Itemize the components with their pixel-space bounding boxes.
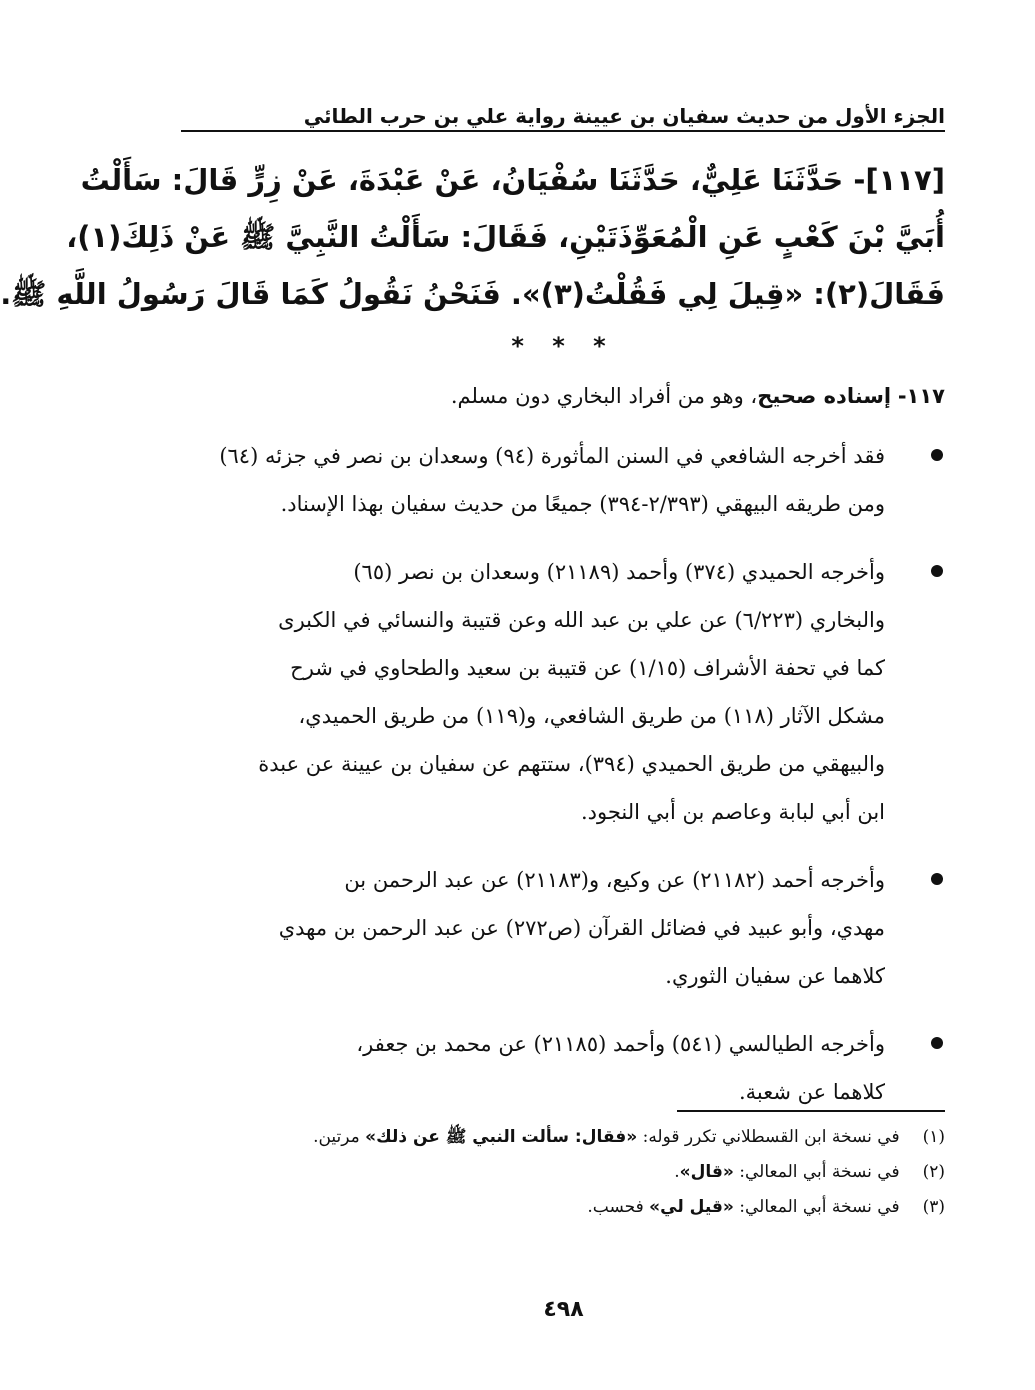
list-item-line: وأخرجه الحميدي (٣٧٤) وأحمد (٢١١٨٩) وسعدان بن نصر (٦٥) <box>353 560 885 584</box>
list-item-line: مهدي، وأبو عبيد في فضائل القرآن (ص٢٧٢) عن عبد الرحمن بن مهدي <box>278 916 885 940</box>
footnote-number: (١) <box>922 1127 945 1147</box>
list-item-line: فقد أخرجه الشافعي في السنن المأثورة (٩٤) وسعدان بن نصر في جزئه (٦٤) <box>219 444 885 468</box>
bullet-icon <box>931 449 943 461</box>
header-rule <box>181 130 945 132</box>
footnote-number: (٣) <box>922 1197 945 1217</box>
list-item-line: كلاهما عن سفيان الثوري. <box>665 964 885 988</box>
footnote-number: (٢) <box>922 1162 945 1182</box>
list-item <box>181 432 945 528</box>
list-item-line: مشكل الآثار (١١٨) من طريق الشافعي، و(١١٩) من طريق الحميدي، <box>298 704 885 728</box>
footnote-rule <box>677 1110 945 1112</box>
grade-number: ١١٧- <box>897 384 945 408</box>
list-item-line: والبيهقي من طريق الحميدي (٣٩٤)، ستتهم عن سفيان بن عيينة عن عبدة <box>258 752 885 776</box>
footnote-text: في نسخة ابن القسطلاني تكرر قوله: <box>637 1127 900 1147</box>
hadith-line: فَقَالَ(٢): «قِيلَ لِي فَقُلْتُ(٣)». فَنَحْنُ نَقُولُ كَمَا قَالَ رَسُولُ اللَّهِ ﷺ. <box>0 277 945 311</box>
grade-rest: ، وهو من أفراد البخاري دون مسلم. <box>450 384 758 408</box>
page-number: ٤٩٨ <box>543 1297 584 1322</box>
footnote-text: في نسخة أبي المعالي: <box>733 1162 900 1182</box>
footnote <box>181 1120 945 1155</box>
footnote-text: في نسخة أبي المعالي: <box>733 1197 900 1217</box>
running-header: الجزء الأول من حديث سفيان بن عيينة رواية علي بن حرب الطائي <box>303 104 945 128</box>
footnotes <box>181 1120 945 1225</box>
list-item <box>181 856 945 1000</box>
list-item-line: ابن أبي لبابة وعاصم بن أبي النجود. <box>580 800 885 824</box>
section-separator: * * * <box>511 332 616 360</box>
footnote-text: فحسب. <box>587 1197 650 1217</box>
footnote-quote: «فقال: سألت النبي ﷺ عن ذلك» <box>365 1127 638 1147</box>
bullet-icon <box>931 873 943 885</box>
list-item-line: والبخاري (٦/٢٢٣) عن علي بن عبد الله وعن قتيبة والنسائي في الكبرى <box>278 608 885 632</box>
list-item-line: كما في تحفة الأشراف (١/١٥) عن قتيبة بن سعيد والطحاوي في شرح <box>290 656 885 680</box>
bullet-icon <box>931 565 943 577</box>
footnote-text: . <box>674 1162 680 1182</box>
bullet-icon <box>931 1037 943 1049</box>
list-item-line: ومن طريقه البيهقي (٢/٣٩٣-٣٩٤) جميعًا من حديث سفيان بهذا الإسناد. <box>280 492 885 516</box>
hadith-text <box>0 152 945 323</box>
list-item <box>181 1020 945 1116</box>
grade-verdict: إسناده صحيح <box>757 384 892 408</box>
list-item-line: كلاهما عن شعبة. <box>738 1080 885 1104</box>
hadith-line: أُبَيَّ بْنَ كَعْبٍ عَنِ الْمُعَوِّذَتَيْنِ، فَقَالَ: سَأَلْتُ النَّبِيَّ ﷺ عَنْ ذَلِكَ(١)، <box>66 220 945 254</box>
hadith-line: [١١٧]- حَدَّثَنَا عَلِيٌّ، حَدَّثَنَا سُفْيَانُ، عَنْ عَبْدَةَ، عَنْ زِرٍّ قَالَ: سَأَلْتُ <box>80 163 945 197</box>
list-item-line: وأخرجه الطيالسي (٥٤١) وأحمد (٢١١٨٥) عن محمد بن جعفر، <box>356 1032 885 1056</box>
list-item <box>181 548 945 836</box>
footnote <box>181 1190 945 1225</box>
footnote <box>181 1155 945 1190</box>
footnote-quote: «قيل لي» <box>649 1197 734 1217</box>
footnote-text: مرتين. <box>313 1127 366 1147</box>
list-item-line: وأخرجه أحمد (٢١١٨٢) عن وكيع، و(٢١١٨٣) عن عبد الرحمن بن <box>344 868 885 892</box>
hadith-grade <box>181 372 945 420</box>
takhrij-list <box>181 432 945 1136</box>
footnote-quote: «قال» <box>679 1162 734 1182</box>
